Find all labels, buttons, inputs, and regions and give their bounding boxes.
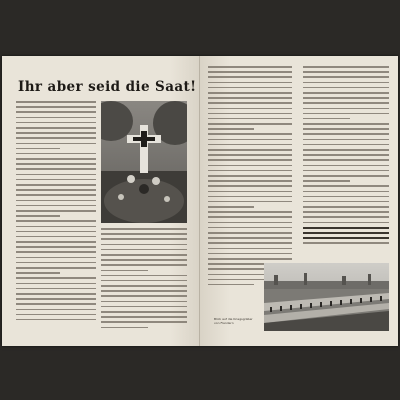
text-line <box>16 143 96 145</box>
text-line <box>303 92 389 94</box>
text-line <box>16 298 96 300</box>
text-line <box>101 275 187 277</box>
text-line <box>208 66 292 68</box>
text-line <box>16 111 96 113</box>
text-line <box>303 108 389 110</box>
text-line <box>303 113 389 115</box>
text-line <box>16 283 96 285</box>
text-line <box>303 66 389 68</box>
text-line <box>303 154 389 156</box>
text-line <box>16 174 96 176</box>
text-line <box>208 144 292 146</box>
text-line <box>303 185 389 187</box>
text-line <box>208 102 292 104</box>
text-line <box>16 257 96 259</box>
text-line <box>208 139 292 141</box>
text-line <box>101 306 187 308</box>
page-title: Ihr aber seid die Saat! <box>18 79 197 95</box>
text-line <box>303 170 389 172</box>
text-line <box>16 277 96 279</box>
text-line <box>16 262 96 264</box>
text-line <box>208 216 292 218</box>
text-line <box>101 244 187 246</box>
text-line <box>303 211 389 213</box>
text-line <box>303 123 389 125</box>
book-spread <box>2 56 398 346</box>
text-line <box>303 102 389 104</box>
text-line <box>303 139 389 141</box>
text-line <box>303 242 389 244</box>
text-line <box>303 118 350 120</box>
text-line <box>101 280 187 282</box>
text-line <box>303 191 389 193</box>
text-line <box>101 295 187 297</box>
left-page-text-column-1 <box>16 101 96 324</box>
text-line <box>16 267 96 269</box>
text-line <box>101 264 187 266</box>
text-line <box>303 97 389 99</box>
text-line <box>16 288 96 290</box>
text-line <box>208 159 292 161</box>
text-line <box>208 97 292 99</box>
text-line <box>303 128 389 130</box>
text-line <box>101 316 187 318</box>
text-line <box>101 259 187 261</box>
text-line <box>303 149 389 151</box>
left-page <box>2 56 200 346</box>
text-line <box>101 321 187 323</box>
text-line <box>16 101 96 103</box>
text-line <box>16 163 96 165</box>
text-line <box>16 272 60 274</box>
text-line <box>101 290 187 292</box>
text-line <box>16 184 96 186</box>
text-line <box>101 228 187 230</box>
text-line <box>16 127 96 129</box>
text-line <box>303 144 389 146</box>
text-line <box>16 231 96 233</box>
text-line <box>303 175 389 177</box>
text-line <box>303 76 389 78</box>
text-line <box>101 254 187 256</box>
text-line <box>208 175 292 177</box>
text-line <box>16 210 96 212</box>
text-line <box>16 246 96 248</box>
text-line <box>303 71 389 73</box>
text-line <box>16 251 96 253</box>
war-grave-cross-image <box>101 101 187 223</box>
text-line <box>101 270 148 272</box>
text-line <box>208 108 292 110</box>
right-page-text-column-2 <box>303 66 389 248</box>
text-line <box>303 206 389 208</box>
text-line <box>101 285 187 287</box>
text-line <box>208 196 292 198</box>
text-line <box>16 226 96 228</box>
text-line <box>16 189 96 191</box>
text-line <box>16 241 96 243</box>
right-page <box>200 56 398 346</box>
text-line <box>101 249 187 251</box>
text-line <box>208 222 292 224</box>
text-line <box>208 237 292 239</box>
text-line <box>16 205 96 207</box>
text-line <box>16 132 96 134</box>
text-line <box>16 168 96 170</box>
text-line <box>208 258 292 260</box>
text-line <box>16 148 60 150</box>
text-line <box>208 227 292 229</box>
text-line <box>208 191 292 193</box>
text-line <box>208 185 292 187</box>
text-line <box>16 153 96 155</box>
text-line <box>16 309 96 311</box>
text-line <box>101 301 187 303</box>
text-line <box>303 227 389 229</box>
text-line <box>16 158 96 160</box>
text-line <box>208 118 292 120</box>
text-line <box>101 238 187 240</box>
text-line <box>208 232 292 234</box>
text-line <box>303 87 389 89</box>
text-line <box>208 133 292 135</box>
text-line <box>208 154 292 156</box>
war-grave-cross-photo <box>101 101 187 223</box>
photo-caption-line-2: von Flandern <box>214 320 234 325</box>
text-line <box>208 165 292 167</box>
text-line <box>208 201 292 203</box>
text-line <box>16 122 96 124</box>
text-line <box>208 242 292 244</box>
war-cemetery-landscape-image <box>264 263 389 331</box>
text-line <box>16 200 96 202</box>
text-line <box>303 222 389 224</box>
text-line <box>208 87 292 89</box>
text-line <box>101 327 148 329</box>
text-line <box>101 311 187 313</box>
text-line <box>303 133 389 135</box>
left-page-text-column-2 <box>101 228 187 332</box>
text-line <box>208 128 254 130</box>
text-line <box>208 71 292 73</box>
text-line <box>208 92 292 94</box>
text-line <box>16 319 96 321</box>
text-line <box>16 215 60 217</box>
text-line <box>16 220 96 222</box>
right-page-text-column-1 <box>208 66 292 289</box>
text-line <box>303 165 389 167</box>
text-line <box>303 180 350 182</box>
text-line <box>16 106 96 108</box>
text-line <box>303 232 389 234</box>
text-line <box>208 123 292 125</box>
text-line <box>303 159 389 161</box>
text-line <box>208 82 292 84</box>
text-line <box>16 293 96 295</box>
text-line <box>16 303 96 305</box>
text-line <box>303 201 389 203</box>
text-line <box>101 233 187 235</box>
text-line <box>303 216 389 218</box>
text-line <box>16 314 96 316</box>
text-line <box>16 117 96 119</box>
photo-caption <box>214 318 258 326</box>
text-line <box>208 76 292 78</box>
text-line <box>208 206 254 208</box>
text-line <box>208 253 292 255</box>
war-cemetery-landscape-photo <box>264 263 389 331</box>
text-line <box>208 211 292 213</box>
text-line <box>16 179 96 181</box>
text-line <box>208 180 292 182</box>
text-line <box>303 82 389 84</box>
text-line <box>303 237 389 239</box>
photo-caption-line-1: Blick auf die Kriegsgräber <box>214 317 253 321</box>
text-line <box>208 248 292 250</box>
text-line <box>303 196 389 198</box>
text-line <box>208 170 292 172</box>
text-line <box>208 149 292 151</box>
text-line <box>208 113 292 115</box>
text-line <box>208 284 254 286</box>
text-line <box>16 194 96 196</box>
text-line <box>16 236 96 238</box>
text-line <box>16 137 96 139</box>
